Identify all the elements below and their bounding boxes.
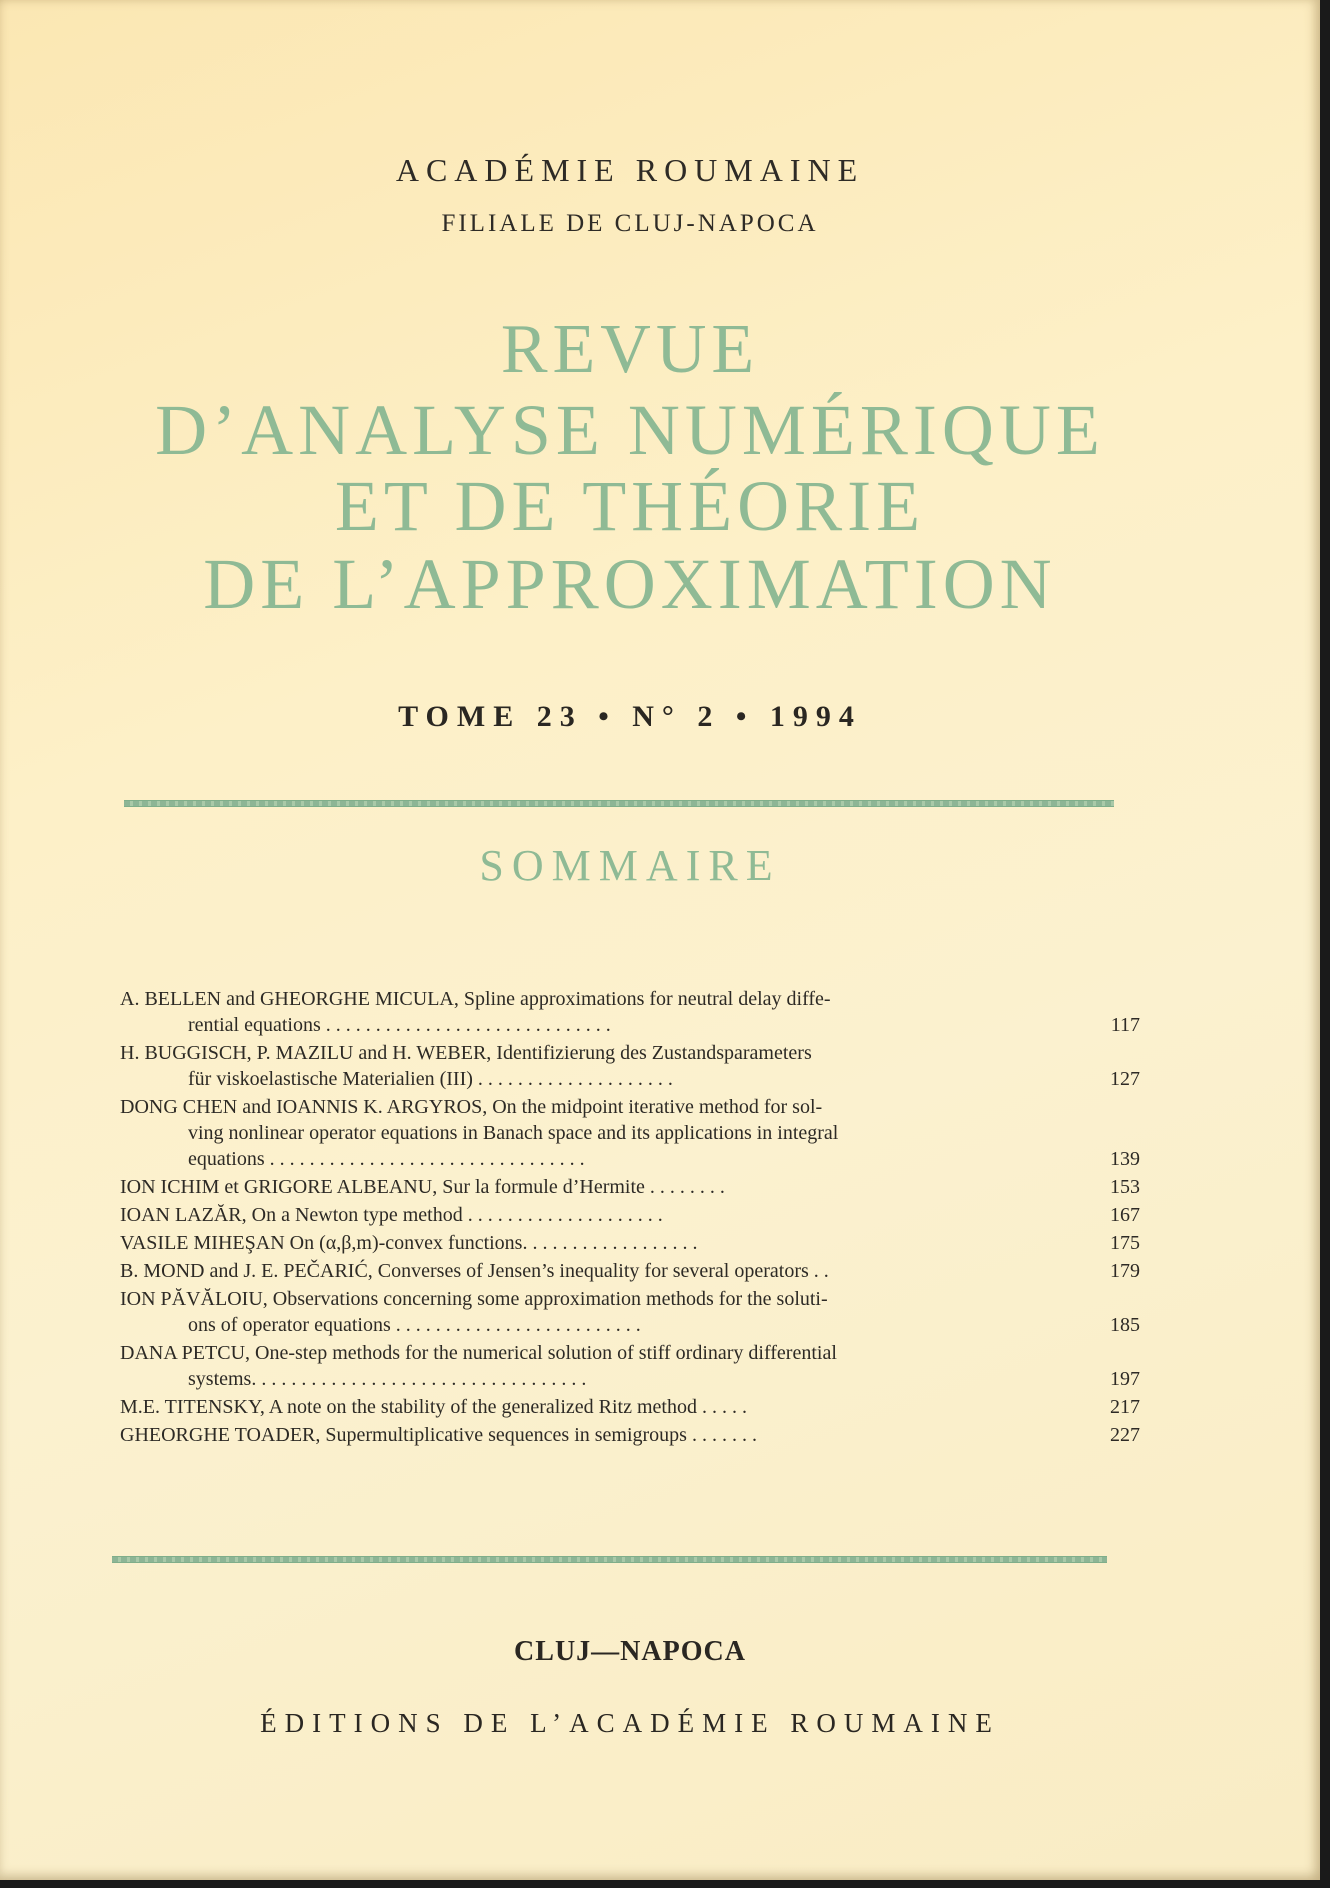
toc-page-number: 127 — [1110, 1068, 1140, 1090]
toc-page-number: 185 — [1110, 1314, 1140, 1336]
table-of-contents — [120, 986, 1140, 1450]
toc-page-number: 197 — [1110, 1368, 1140, 1390]
toc-entry-line: GHEORGHE TOADER, Supermultiplicative sequences in semigroups . . . . . . . — [120, 1424, 757, 1446]
toc-page-number: 227 — [1110, 1424, 1140, 1446]
toc-entry-line: ons of operator equations . . . . . . . . . . . . . . . . . . . . . . . . . — [188, 1314, 641, 1336]
sommaire-heading: SOMMAIRE — [479, 841, 781, 890]
academy-name: ACADÉMIE ROUMAINE — [395, 152, 865, 188]
toc-entry — [120, 1258, 1140, 1284]
issue-info: TOME 23 • N° 2 • 1994 — [398, 700, 862, 733]
publication-city: CLUJ—NAPOCA — [514, 1636, 746, 1667]
toc-entry-line: B. MOND and J. E. PEČARIĆ, Converses of Jensen’s inequality for several operators . . — [120, 1260, 829, 1282]
toc-entry-line: DONG CHEN and IOANNIS K. ARGYROS, On the midpoint iterative method for sol- — [120, 1096, 823, 1118]
toc-entry-line: M.E. TITENSKY, A note on the stability of the generalized Ritz method . . . . . — [120, 1396, 747, 1418]
toc-entry-line: equations . . . . . . . . . . . . . . . . . . . . . . . . . . . . . . . . — [188, 1148, 585, 1170]
toc-entry — [120, 1394, 1140, 1420]
toc-entry-line: ION ICHIM et GRIGORE ALBEANU, Sur la formule d’Hermite . . . . . . . . — [120, 1176, 725, 1198]
toc-entry-line: A. BELLEN and GHEORGHE MICULA, Spline approximations for neutral delay diffe- — [120, 988, 831, 1010]
toc-entry-line: ving nonlinear operator equations in Banach space and its applications in integral — [188, 1122, 839, 1144]
toc-entry-line: ION PĂVĂLOIU, Observations concerning some approximation methods for the soluti- — [120, 1288, 828, 1310]
toc-page-number: 167 — [1110, 1204, 1140, 1226]
toc-entry-line: rential equations . . . . . . . . . . . . . . . . . . . . . . . . . . . . . — [188, 1014, 611, 1036]
journal-title-line-1: REVUE — [500, 311, 760, 388]
toc-entry — [120, 1422, 1140, 1448]
toc-page-number: 153 — [1110, 1176, 1140, 1198]
toc-entry — [120, 1230, 1140, 1256]
journal-title-line-4: DE L’APPROXIMATION — [203, 544, 1057, 624]
branch-name: FILIALE DE CLUJ-NAPOCA — [441, 210, 819, 237]
divider-top — [124, 800, 1114, 807]
journal-title-line-2: D’ANALYSE NUMÉRIQUE — [155, 390, 1105, 470]
divider-bottom — [112, 1556, 1107, 1563]
toc-entry — [120, 1040, 1140, 1092]
toc-entry — [120, 1094, 1140, 1172]
toc-page-number: 175 — [1110, 1232, 1140, 1254]
journal-title-line-3: ET DE THÉORIE — [334, 466, 926, 546]
toc-entry-line: DANA PETCU, One-step methods for the numerical solution of stiff ordinary differential — [120, 1342, 837, 1364]
toc-entry-line: systems. . . . . . . . . . . . . . . . . . . . . . . . . . . . . . . . . . — [188, 1368, 587, 1390]
toc-page-number: 139 — [1110, 1148, 1140, 1170]
publisher-name: ÉDITIONS DE L’ACADÉMIE ROUMAINE — [260, 1708, 1000, 1738]
toc-entry — [120, 1202, 1140, 1228]
toc-entry-line: VASILE MIHEŞAN On (α,β,m)-convex functions. . . . . . . . . . . . . . . . . . — [120, 1232, 698, 1254]
toc-entry — [120, 986, 1140, 1038]
toc-entry — [120, 1286, 1140, 1338]
toc-page-number: 217 — [1110, 1396, 1140, 1418]
toc-entry — [120, 1174, 1140, 1200]
toc-entry-line: H. BUGGISCH, P. MAZILU and H. WEBER, Identifizierung des Zustandsparameters — [120, 1042, 812, 1064]
toc-page-number: 117 — [1110, 1014, 1140, 1036]
toc-entry-line: IOAN LAZĂR, On a Newton type method . . . . . . . . . . . . . . . . . . . . — [120, 1204, 663, 1226]
toc-entry-line: für viskoelastische Materialien (III) . . . . . . . . . . . . . . . . . . . . — [188, 1068, 673, 1090]
toc-entry — [120, 1340, 1140, 1392]
toc-page-number: 179 — [1110, 1260, 1140, 1282]
